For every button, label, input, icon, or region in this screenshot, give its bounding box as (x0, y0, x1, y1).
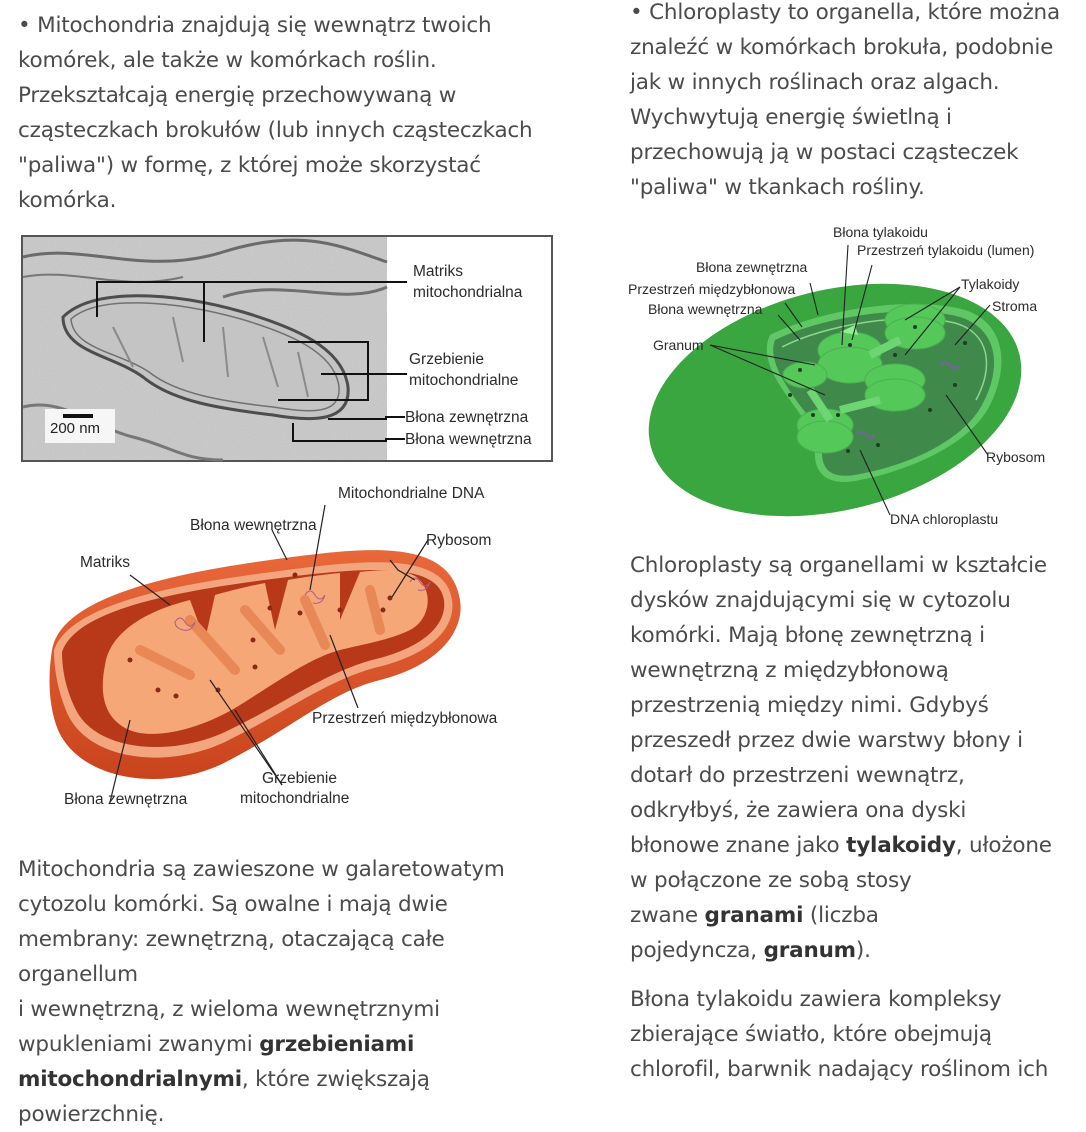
label-chloroplast-dna: DNA chloroplastu (890, 511, 999, 527)
label-matrix-2: mitochondrialna (413, 284, 523, 301)
mitochondrion-diagram (40, 480, 530, 820)
term-mitochondrial: mitochondrialnymi (18, 1067, 242, 1092)
label-outer-membrane: Błona zewnętrzna (696, 259, 808, 275)
label-thylakoid-lumen: Przestrzeń tylakoidu (lumen) (857, 242, 1035, 258)
label-inner-membrane: Błona wewnętrzna (405, 431, 532, 448)
intro-line: przechowują ją w postaci cząsteczek (630, 140, 1019, 165)
label-matrix: Matriks (80, 554, 130, 571)
body-line: Chloroplasty są organellami w kształcie (630, 553, 1047, 578)
intro-line: Wychwytują energię świetlną i (630, 105, 952, 130)
body-line: odkryłbyś, że zawiera ona dyski (630, 798, 967, 823)
mitochondria-description (18, 852, 558, 1132)
body-line (18, 1062, 558, 1132)
body-line: zbierające światło, które obejmują (630, 1022, 992, 1047)
text-run: , ułożone (955, 833, 1052, 858)
text-run: wpukleniami zwanymi (18, 1032, 260, 1057)
label-outer-membrane: Błona zewnętrzna (64, 791, 188, 808)
label-ribosome: Rybosom (426, 532, 492, 549)
label-cristae-2: mitochondrialne (409, 372, 519, 389)
label-cristae: Grzebienie (262, 770, 337, 787)
body-line (630, 933, 1070, 968)
intro-line: "paliwa" w tkankach rośliny. (630, 175, 925, 200)
body-line: dysków znajdującymi się w cytozolu (630, 588, 1011, 613)
label-intermembrane-space: Przestrzeń międzybłonowa (628, 281, 796, 297)
term-cristae: grzebieniami (259, 1032, 415, 1057)
label-intermembrane-space: Przestrzeń międzybłonowa (312, 710, 498, 727)
mitochondria-micrograph-figure (21, 235, 553, 462)
body-line: chlorofil, barwnik nadający roślinom ich (630, 1057, 1049, 1082)
intro-line: Przekształcają energię przechowywaną w (18, 83, 457, 108)
label-cristae-2: mitochondrialne (240, 790, 350, 807)
intro-line: znaleźć w komórkach brokuła, podobnie (630, 35, 1054, 60)
text-run: (liczba (803, 903, 879, 928)
label-granum: Granum (653, 337, 704, 353)
intro-line: komórek, ale także w komórkach roślin. (18, 48, 437, 73)
body-line: dotarł do przestrzeni wewnątrz, (630, 763, 965, 788)
text-run: pojedyncza, (630, 938, 764, 963)
label-thylakoid-membrane: Błona tylakoidu (833, 224, 928, 240)
intro-line: jak w innych roślinach oraz algach. (630, 70, 1000, 95)
thylakoid-membrane-paragraph (630, 982, 1070, 1087)
term-thylakoids: tylakoidy (846, 833, 956, 858)
body-line: przestrzenią między nimi. Gdybyś (630, 693, 989, 718)
intro-line: "paliwa") w formę, z której może skorzystać (18, 153, 481, 178)
body-line: wewnętrzną z międzybłonową (630, 658, 949, 683)
body-line: i wewnętrzną, z wieloma wewnętrznymi (18, 997, 440, 1022)
intro-line: cząsteczkach brokułów (lub innych cząsteczkach (18, 118, 533, 143)
label-outer-membrane: Błona zewnętrzna (405, 409, 529, 426)
body-line: komórki. Mają błonę zewnętrzną i (630, 623, 985, 648)
label-cristae: Grzebienie (409, 351, 484, 368)
term-granum: granum (763, 938, 856, 963)
text-run: ). (855, 938, 871, 963)
label-ribosome: Rybosom (986, 449, 1046, 465)
chloroplast-intro (630, 0, 1070, 205)
label-inner-membrane: Błona wewnętrzna (190, 517, 317, 534)
mitochondria-intro (18, 8, 533, 218)
label-stroma: Stroma (992, 298, 1038, 314)
term-grana: granami (704, 903, 804, 928)
text-run: , które zwiększają powierzchnię. (18, 1067, 430, 1127)
body-line: przeszedł przez dwie warstwy błony i (630, 728, 1023, 753)
body-line (630, 828, 1070, 863)
intro-line: • Chloroplasty to organella, które można (630, 0, 1060, 25)
body-line: membrany: zewnętrzną, otaczającą całe organellum (18, 927, 445, 987)
intro-line: komórka. (18, 188, 117, 213)
text-run: błonowe znane jako (630, 833, 847, 858)
intro-line: • Mitochondria znajdują się wewnątrz twoich (18, 13, 492, 38)
scale-bar-label: 200 nm (50, 420, 101, 437)
body-line: Mitochondria są zawieszone w galaretowatym (18, 857, 505, 882)
body-line: cytozolu komórki. Są owalne i mają dwie (18, 892, 448, 917)
chloroplast-illustration (610, 215, 1060, 535)
body-line (18, 1027, 558, 1062)
body-line: w połączone ze sobą stosy (630, 868, 912, 893)
label-thylakoids: Tylakoidy (961, 276, 1020, 292)
label-inner-membrane: Błona wewnętrzna (648, 301, 763, 317)
label-mtdna: Mitochondrialne DNA (338, 485, 485, 502)
chloroplast-description (630, 548, 1070, 968)
chloroplast-diagram (610, 215, 1060, 535)
label-matrix: Matriks (413, 263, 463, 280)
body-line (630, 898, 1070, 933)
body-line: Błona tylakoidu zawiera kompleksy (630, 987, 1002, 1012)
text-run: zwane (630, 903, 705, 928)
